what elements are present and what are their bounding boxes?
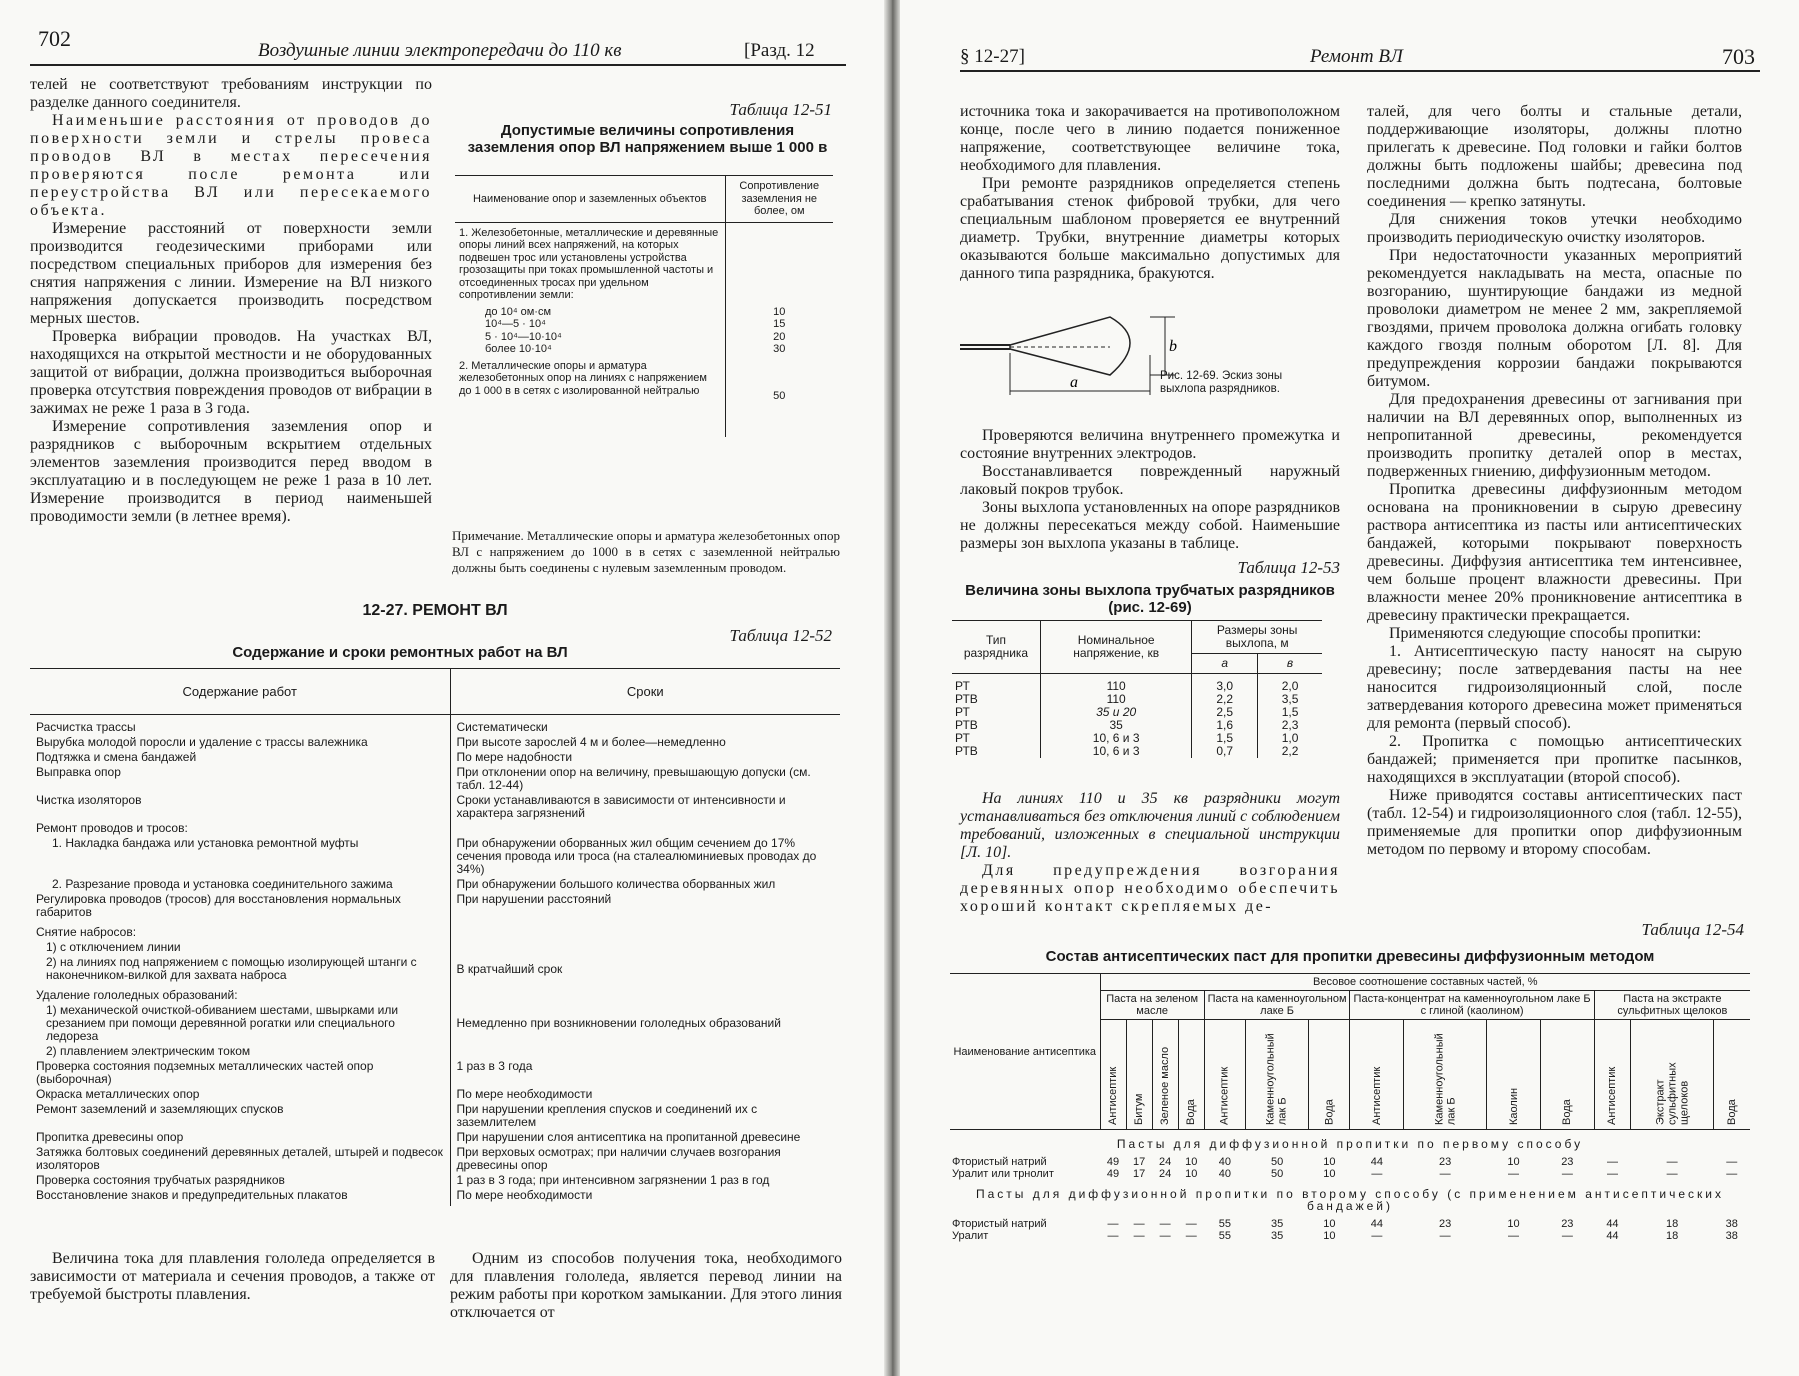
table52-term: Сроки устанавливаются в зависимости от интенсивности и характера загрязнений (450, 793, 840, 821)
right-section-ref: § 12-27] (960, 46, 1025, 67)
table54-col: Вода (1714, 1020, 1750, 1130)
table54-col: Антисептик (1350, 1020, 1404, 1130)
table54-cell: 18 (1665, 1218, 1679, 1230)
table52 (30, 668, 840, 1206)
table54-col: Битум (1126, 1020, 1152, 1130)
paragraph: источника тока и закорачивается на противоположном конце, после чего в линию подается пониженное напряжение, соответствующее величине тока, необходимого для плавления. (960, 103, 1340, 174)
left-bottom-col2 (450, 1250, 842, 1322)
table54-cell: — (1507, 1168, 1519, 1180)
paragraph: Восстанавливается поврежденный наружный лаковый покров трубок. (960, 463, 1340, 498)
right-col2 (1367, 103, 1742, 859)
paragraph: При ремонте разрядников определяется степень срабатывания стенок фибровой трубки, для чего специальным шаблоном проверяется ее внутренний диаметр. Трубки, внутренние диаметры которых оказываются больше максимально допустимых для данного типа разрядника, бракуются. (960, 175, 1340, 282)
table52-work: Затяжка болтовых соединений деревянных деталей, штырей и подвесок изоляторов (36, 1145, 443, 1172)
table53-voltage: 10, 6 и 3 (1040, 732, 1191, 745)
table51-note: Примечание. Металлические опоры и арматура железобетонных опор ВЛ с напряжением до 1000 в в сетях с заземленной нейтралью должны быть соединены с нулевым заземленным проводом. (452, 528, 840, 575)
table54-cell: — (1159, 1230, 1171, 1242)
table52-work: 1. Накладка бандажа или установка ремонтной муфты (52, 836, 359, 850)
table54-cell: 10 (1507, 1218, 1520, 1230)
table52-work: 1) механической очисткой-обиванием шестами, швырками или срезанием при помощи деревянной рогатки или специального ледореза (46, 1003, 399, 1043)
paragraph: Измерение расстояний от поверхности земли производится геодезическими приборами или посредством специальных приборов для измерения без снятия напряжения с линии. Измерение на ВЛ низкого напряжения допускается производить посредством мерных шестов. (30, 220, 432, 327)
table53-type: РТ (955, 705, 970, 719)
paragraph: Ниже приводятся составы антисептических паст (табл. 12-54) и гидроизоляционного слоя (табл. 12-55), применяемые для пропитки опор диффузионным методом по первому и второму способам. (1367, 787, 1742, 858)
table54-cell: 10 (1507, 1156, 1520, 1168)
table54-cell: 24 (1159, 1156, 1172, 1168)
table54-group: Паста на каменноугольном лаке Б (1204, 991, 1350, 1020)
table52-work: Вырубка молодой поросли и удаление с трассы валежника (36, 735, 368, 749)
table52-term: При высоте зарослей 4 м и более—немедленно (450, 735, 840, 750)
table54-row-name: Фтористый натрий (952, 1156, 1047, 1168)
table52-work: 2) на линиях под напряжением с помощью изолирующей штанги с наконечником-вилкой для захвата наброса (46, 955, 417, 982)
table52-term: При верховых осмотрах; при наличии случаев возгорания древесины опор (450, 1145, 840, 1173)
table52-work: Ремонт проводов и тросов: (36, 821, 188, 835)
table53-type: РТВ (955, 744, 978, 758)
paragraph: телей не соответствуют требованиям инструкции по разделке данного соединителя. (30, 76, 432, 111)
table54-col: Антисептик (1100, 1020, 1126, 1130)
table53-header: Размеры зоны выхлопа, м (1192, 621, 1322, 654)
table52-work: Чистка изоляторов (36, 793, 142, 807)
table54-cell: 18 (1665, 1230, 1679, 1242)
table51-value: 30 (725, 343, 833, 356)
table54-cell: — (1606, 1156, 1618, 1168)
paragraph: Наименьшие расстояния от проводов до поверхности земли и стрелы провеса проводов ВЛ в местах пересечения проверяются после ремонта или переустройства ВЛ или пересекаемого объекта. (30, 112, 432, 219)
paragraph: Для предохранения древесины от загнивания при наличии на ВЛ деревянных опор, выполненных из непропитанной древесины, рекомендуется производить пропитку деталей опор в местах, подверженных гниению, диффузионным методом. (1367, 391, 1742, 480)
table54-cell: 23 (1439, 1218, 1452, 1230)
table54-cell: 23 (1561, 1218, 1574, 1230)
paragraph: Измерение сопротивления заземления опор и разрядников с выборочным вскрытием отдельных элементов заземления производится перед вводом в эксплуатацию и в последующем не реже 1 раза в 10 лет. Измерение производится в период наименьшей проводимости земли (в летнее время). (30, 418, 432, 525)
book-gutter (884, 0, 900, 1376)
left-col1 (30, 76, 432, 526)
right-col1-bottom (960, 790, 1340, 916)
table52-term: Систематически (450, 715, 840, 736)
table52-header: Содержание работ (30, 669, 450, 715)
table54-row (950, 1230, 1750, 1242)
table52-title: Содержание и сроки ремонтных работ на ВЛ (232, 644, 568, 661)
paragraph: 1. Антисептическую пасту наносят на сырую древесину; после затвердевания пасты на нее наносится гидроизоляционный слой, после затвердевания которого древесина может применяться для ремонта (первый способ). (1367, 643, 1742, 732)
table52-work: Проверка состояния подземных металлических частей опор (выборочная) (36, 1059, 374, 1086)
table52-work: Проверка состояния трубчатых разрядников (36, 1173, 285, 1187)
table54-cell: — (1133, 1230, 1145, 1242)
table54-cell: 50 (1270, 1168, 1284, 1180)
table53-voltage: 35 (1040, 719, 1191, 732)
table52-term (450, 1044, 840, 1059)
table54-weight-header: Весовое соотношение составных частей, % (1100, 974, 1750, 991)
table53-b: 1,5 (1258, 706, 1322, 719)
right-col1-mid (960, 427, 1340, 553)
figure-caption: Рис. 12-69. Эскиз зоны выхлопа разрядников. (1160, 370, 1283, 395)
table52-term: По мере необходимости (450, 1188, 840, 1206)
paragraph: При недостаточности указанных мероприятий рекомендуется накладывать на места, опасные по возгоранию, шунтирующие бандажи из медной проволоки диаметром не менее 2 мм, закрепляемой гвоздями, причем проволока должна огибать головку каждого гвоздя полным оборотом [Л. 8]. Для предупреждения коррозии бандажи покрываются битумом. (1367, 247, 1742, 390)
table52-term (450, 821, 840, 836)
table54-cell: 10 (1323, 1168, 1336, 1180)
table52-work: Подтяжка и смена бандажей (36, 750, 197, 764)
table54-cell: — (1107, 1218, 1119, 1230)
table54-cell: — (1371, 1230, 1383, 1242)
table53-b: 2,3 (1258, 719, 1322, 732)
table53-type: РТ (955, 679, 970, 693)
table52-term: 1 раз в 3 года (450, 1059, 840, 1087)
table54-cell: 24 (1159, 1168, 1172, 1180)
left-running-title: Воздушные линии электропередачи до 110 кв (258, 40, 622, 61)
table52-term (450, 940, 840, 955)
table54-cell: 17 (1132, 1168, 1146, 1180)
table51-caption: Таблица 12-51 (729, 100, 832, 119)
table54-cell: — (1133, 1218, 1145, 1230)
table54-cell: — (1561, 1168, 1573, 1180)
table54-section: Пасты для диффузионной пропитки по первому способу (1116, 1137, 1584, 1151)
table54-cell: — (1185, 1218, 1197, 1230)
table53-b: 1,0 (1258, 732, 1322, 745)
table52-work: Ремонт заземлений и заземляющих спусков (36, 1102, 284, 1116)
left-header-rule (30, 64, 846, 66)
paragraph: Проверяются величина внутреннего промежутка и состояние внутренних электродов. (960, 427, 1340, 462)
paragraph: 2. Пропитка с помощью антисептических бандажей; применяется при пропитке пасынков, находящихся в эксплуатации (второй способ). (1367, 733, 1742, 786)
table53-a: 1,6 (1192, 719, 1258, 732)
table54-cell: 35 (1270, 1230, 1284, 1242)
right-page-number: 703 (1722, 44, 1755, 69)
table54-cell: 10 (1185, 1168, 1198, 1180)
paragraph: Проверка вибрации проводов. На участках ВЛ, находящихся на открытой местности и не оборудованных защитой от вибрации, должна производиться выборочная проверка отсутствия повреждения проводов от вибрации в зажимах не реже 1 раза в 3 года. (30, 328, 432, 417)
table53-b: 3,5 (1258, 693, 1322, 706)
table52-work: Расчистка трассы (36, 720, 136, 734)
table54-cell: 23 (1439, 1156, 1452, 1168)
paragraph: талей, для чего болты и стальные детали, поддерживающие изоляторы, должны плотно прилегать к древесине. Под головки и гайки болтов должны быть подложены шайбы; древесина под последними должна быть подтесана, болтовые соединения — крепко затянуты. (1367, 103, 1742, 210)
table54-cell: 44 (1606, 1230, 1619, 1242)
right-col1-top (960, 103, 1340, 283)
table54-cell: 17 (1132, 1156, 1146, 1168)
table53-a: 1,5 (1192, 732, 1258, 745)
table54-cell: — (1159, 1218, 1171, 1230)
table54-name-header: Наименование антисептика (950, 974, 1100, 1130)
table53 (952, 620, 1322, 758)
table53-header: Номинальное напряжение, кв (1040, 621, 1191, 674)
table54-group: Паста на зеленом масле (1100, 991, 1204, 1020)
table54-cell: — (1726, 1156, 1738, 1168)
table53-a: 3,0 (1192, 674, 1258, 694)
table54-col: Антисептик (1204, 1020, 1245, 1130)
table54-cell: — (1439, 1230, 1451, 1242)
table52-term: При отклонении опор на величину, превышающую допуски (см. табл. 12-44) (450, 765, 840, 793)
table54-row (950, 1168, 1750, 1180)
table51-title: Допустимые величины сопротивления заземления опор ВЛ напряжением выше 1 000 в (467, 122, 828, 156)
table51-row-text: 1. Железобетонные, металлические и деревянные опоры линий всех напряжений, на которых подвешен трос или установлены устройства грозозащиты при токах промышленной частоты и отсоединенных тросах при удельном сопротивлении земли: (459, 226, 719, 301)
right-header-rule (960, 70, 1760, 72)
table52-term: 1 раз в 3 года; при интенсивном загрязнении 1 раз в год (450, 1173, 840, 1188)
table52-term: По мере необходимости (450, 1087, 840, 1102)
paragraph: На линиях 110 и 35 кв разрядники могут устанавливаться без отключения линий с соблюдением требований, изложенных в специальной инструкции [Л. 10]. (960, 790, 1340, 861)
table54-cell: — (1606, 1168, 1618, 1180)
table54-col: Каменноугольный лак Б (1245, 1020, 1308, 1130)
table53-title: Величина зоны выхлопа трубчатых разрядников (рис. 12-69) (965, 582, 1335, 616)
table52-work: Восстановление знаков и предупредительных плакатов (36, 1188, 348, 1202)
table52-work: Выправка опор (36, 765, 121, 779)
table51-header: Наименование опор и заземленных объектов (455, 176, 725, 223)
table53-header: Тип разрядника (952, 621, 1040, 674)
exhaust-zone-outline (1010, 317, 1130, 375)
table54-cell: 44 (1370, 1218, 1383, 1230)
table52-term: При нарушении слоя антисептика на пропитанной древесине (450, 1130, 840, 1145)
table54-row-name: Фтористый натрий (952, 1218, 1047, 1230)
table53-voltage: 35 и 20 (1040, 706, 1191, 719)
table53-a: 0,7 (1192, 745, 1258, 758)
table52-term: При нарушении крепления спусков и соединений их с заземлителем (450, 1102, 840, 1130)
table54 (950, 973, 1750, 1242)
table54-group: Паста-концентрат на каменноугольном лаке Б с глиной (каолином) (1350, 991, 1594, 1020)
table54-row-name: Уралит (952, 1230, 989, 1242)
table52-work: 2) плавлением электрическим током (46, 1044, 251, 1058)
table54-col: Экстракт сульфитных щелоков (1631, 1020, 1714, 1130)
paragraph: Применяются следующие способы пропитки: (1389, 625, 1702, 642)
table52-term: При нарушении расстояний (450, 892, 840, 920)
section-title: 12-27. РЕМОНТ ВЛ (362, 602, 508, 619)
table51-range: 5 · 10⁴—10·10⁴ (485, 330, 562, 343)
paragraph: Для снижения токов утечки необходимо производить периодическую очистку изоляторов. (1367, 211, 1742, 246)
table54-cell: 23 (1561, 1156, 1574, 1168)
table54-cell: — (1666, 1168, 1678, 1180)
table51-range: 10⁴—5 · 10⁴ (485, 318, 546, 330)
table51-range: более 10·10⁴ (485, 343, 552, 355)
table54-cell: — (1371, 1168, 1383, 1180)
table54-cell: — (1726, 1168, 1738, 1180)
table54-cell: 38 (1725, 1218, 1738, 1230)
table52-work: Пропитка древесины опор (36, 1130, 184, 1144)
left-running-head (38, 26, 71, 52)
table54-col: Антисептик (1594, 1020, 1630, 1130)
table54-cell: — (1185, 1230, 1197, 1242)
left-page (0, 0, 884, 1376)
table54-row (950, 1218, 1750, 1230)
table52-work: Удаление гололедных образований: (36, 988, 238, 1002)
table51-value: 10 (725, 306, 833, 319)
table54-cell: — (1561, 1230, 1573, 1242)
table54-col: Вода (1178, 1020, 1204, 1130)
table51-value: 15 (725, 318, 833, 331)
table54-cell: 44 (1606, 1218, 1619, 1230)
table54-col: Зеленое масло (1152, 1020, 1178, 1130)
label-a: a (1070, 374, 1078, 391)
table54-col: Каменноугольный лак Б (1404, 1020, 1487, 1130)
table54-cell: 49 (1106, 1168, 1120, 1180)
table53-caption: Таблица 12-53 (1237, 558, 1340, 577)
table54-cell: 35 (1270, 1218, 1284, 1230)
table51-value: 20 (725, 331, 833, 344)
table53-b: 2,0 (1258, 674, 1322, 694)
table54-cell: 55 (1218, 1230, 1231, 1242)
table52-work: Снятие набросов: (36, 925, 137, 939)
table54-section: Пасты для диффузионной пропитки по второму способу (с применением антисептических бандажей) (976, 1187, 1724, 1213)
table53-a: 2,2 (1192, 693, 1258, 706)
paragraph: Для предупреждения возгорания деревянных опор необходимо обеспечить хороший контакт скрепляемых де- (960, 862, 1340, 915)
table54-caption: Таблица 12-54 (1641, 920, 1744, 939)
table51-range: до 10⁴ ом·см (485, 305, 552, 318)
table52-term (450, 920, 840, 940)
left-section-ref: [Разд. 12 (744, 40, 815, 61)
table53-a: 2,5 (1192, 706, 1258, 719)
table52-term: Немедленно при возникновении гололедных образований (450, 1003, 840, 1044)
table52-term (450, 983, 840, 1003)
table53-header: в (1258, 654, 1322, 674)
table52-caption: Таблица 12-52 (729, 626, 832, 645)
table54-cell: — (1666, 1156, 1678, 1168)
paragraph: Величина тока для плавления гололеда определяется в зависимости от материала и сечения проводов, а также от требуемой быстроты плавления. (30, 1250, 435, 1303)
table54-cell: 55 (1218, 1218, 1231, 1230)
table52-work: 1) с отключением линии (46, 940, 181, 954)
table51-row-text: 2. Металлические опоры и арматура железобетонных опор на линиях с напряжением до 1 000 в в сетях с изолированной нейтралью (459, 359, 707, 397)
table53-voltage: 10, 6 и 3 (1040, 745, 1191, 758)
table54-cell: — (1107, 1230, 1119, 1242)
table52-term: При обнаружении большого количества оборванных жил (450, 877, 840, 892)
table54-cell: — (1507, 1230, 1519, 1242)
table54-row-name: Уралит или трнолит (952, 1168, 1054, 1180)
paragraph: Зоны выхлопа установленных на опоре разрядников не должны пересекаться между собой. Наименьшие размеры зон выхлопа указаны в таблице. (960, 499, 1340, 552)
table54-title: Состав антисептических паст для пропитки древесины диффузионным методом (1045, 948, 1655, 965)
table52-work: Окраска металлических опор (36, 1087, 200, 1101)
table53-voltage: 110 (1040, 674, 1191, 694)
table54-cell: 40 (1218, 1156, 1231, 1168)
table54-cell: 10 (1323, 1156, 1336, 1168)
paragraph: Пропитка древесины диффузионным методом основана на проникновении в сырую древесину раствора антисептика из пасты или антисептических бандажей, которыми покрывают поверхность древесины. Диффузия антисептика тем интенсивнее, чем больше процент влажности древесины. При влажности менее 20% проникновение антисептика в древесину практически прекращается. (1367, 481, 1742, 624)
table52-term: По мере надобности (450, 750, 840, 765)
table54-cell: 50 (1270, 1156, 1284, 1168)
table52-term: В кратчайший срок (450, 955, 840, 983)
table53-voltage: 110 (1040, 693, 1191, 706)
table52-term: При обнаружении оборванных жил общим сечением до 17% сечения провода или троса (на сталеалюминиевых проводах до 34%) (450, 836, 840, 877)
paragraph: Одним из способов получения тока, необходимого для плавления гололеда, является перевод линии на режим работы при коротком замыкании. Для этого линия отключается от (450, 1250, 842, 1321)
table54-cell: 49 (1106, 1156, 1120, 1168)
table52-work: 2. Разрезание провода и установка соединительного зажима (52, 877, 393, 891)
table54-cell: 10 (1323, 1218, 1336, 1230)
table52-work: Регулировка проводов (тросов) для восстановления нормальных габаритов (36, 892, 401, 919)
table54-cell: 10 (1185, 1156, 1198, 1168)
right-running-title: Ремонт ВЛ (1310, 46, 1403, 67)
table54-cell: 10 (1323, 1230, 1336, 1242)
left-bottom-col1 (30, 1250, 435, 1304)
table54-cell: 40 (1218, 1168, 1231, 1180)
table54-col: Каолин (1487, 1020, 1541, 1130)
table54-cell: — (1439, 1168, 1451, 1180)
table54-group: Паста на экстракте сульфитных щелоков (1594, 991, 1750, 1020)
table53-header: a (1192, 654, 1258, 674)
table54-cell: 38 (1725, 1230, 1738, 1242)
table53-type: РТВ (955, 692, 978, 706)
table53-type: РТ (955, 731, 970, 745)
table54-row (950, 1156, 1750, 1168)
table51 (455, 175, 833, 437)
table54-col: Вода (1309, 1020, 1350, 1130)
table53-type: РТВ (955, 718, 978, 732)
table54-col: Вода (1540, 1020, 1594, 1130)
table53-b: 2,2 (1258, 745, 1322, 758)
left-page-number: 702 (38, 26, 71, 51)
table51-value: 50 (725, 356, 833, 438)
table51-header: Сопротивление заземления не более, ом (725, 176, 833, 223)
table52-header: Сроки (450, 669, 840, 715)
label-b: b (1169, 338, 1177, 355)
table54-cell: 44 (1370, 1156, 1383, 1168)
